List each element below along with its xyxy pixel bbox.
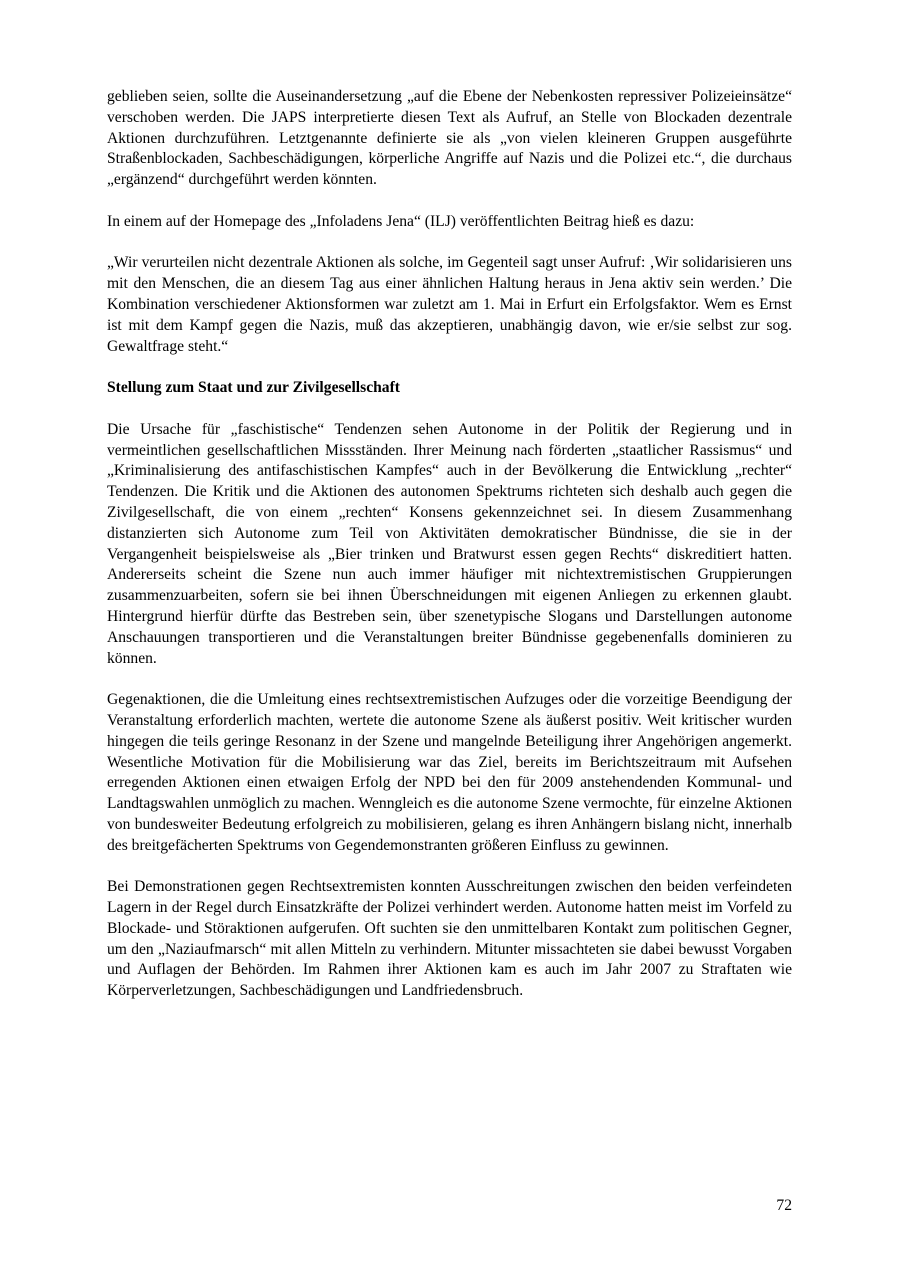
- paragraph-spacer: [107, 669, 792, 690]
- page-body: [107, 87, 792, 1002]
- paragraph-spacer: [107, 856, 792, 877]
- paragraph-quote: „Wir verurteilen nicht dezentrale Aktionen als solche, im Gegenteil sagt unser Aufruf: ‚Wir solidarisieren uns mit den Menschen, die an diesem Tag aus einer ähnlichen Haltung heraus in Jena aktiv sein werden.’ Die Kombination verschiedener Aktionsformen war zuletzt am 1. Mai in Erfurt ein Erfolgsfaktor. Wem es Ernst ist mit dem Kampf gegen die Nazis, muß das akzeptieren, unabhängig davon, wie er/sie selbst zur sog. Gewaltfrage steht.“: [107, 254, 792, 355]
- section-heading: Stellung zum Staat und zur Zivilgesellschaft: [107, 379, 400, 397]
- page-number: 72: [776, 1197, 792, 1214]
- paragraph-demonstrations: Bei Demonstrationen gegen Rechtsextremisten konnten Ausschreitungen zwischen den beiden verfeindeten Lagern in der Regel durch Einsatzkräfte der Polizei verhindert werden. Autonome hatten meist im Vorfeld zu Blockade- und Störaktionen aufgerufen. Oft suchten sie den unmittelbaren Kontakt zum politischen Gegner, um den „Naziaufmarsch“ mit allen Mitteln zu verhindern. Mitunter missachteten sie dabei bewusst Vorgaben und Auflagen der Behörden. Im Rahmen ihrer Aktionen kam es auch im Jahr 2007 zu Straftaten wie Körperverletzungen, Sachbeschädigungen und Landfriedensbruch.: [107, 878, 792, 1000]
- paragraph-spacer: [107, 357, 792, 378]
- paragraph-spacer: [107, 191, 792, 212]
- paragraph-spacer: [107, 233, 792, 254]
- paragraph-spacer: [107, 399, 792, 420]
- paragraph-ilj-intro: In einem auf der Homepage des „Infoladens Jena“ (ILJ) veröffentlichten Beitrag hieß es dazu:: [107, 212, 695, 230]
- paragraph-continued: geblieben seien, sollte die Auseinandersetzung „auf die Ebene der Nebenkosten repressiver Polizeieinsätze“ verschoben werden. Die JAPS interpretierte diesen Text als Aufruf, an Stelle von Blockaden dezentrale Aktionen durchzuführen. Letztgenannte definierte sie als „von vielen kleineren Gruppen ausgeführte Straßenblockaden, Sachbeschädigungen, körperliche Angriffe auf Nazis und die Polizei etc.“, die durchaus „ergänzend“ durchgeführt werden könnten.: [107, 88, 792, 189]
- paragraph-causes: Die Ursache für „faschistische“ Tendenzen sehen Autonome in der Politik der Regierung und in vermeintlichen gesellschaftlichen Missständen. Ihrer Meinung nach förderten „staatlicher Rassismus“ und „Kriminalisierung des antifaschistischen Kampfes“ auch in der Bevölkerung die Entwicklung „rechter“ Tendenzen. Die Kritik und die Aktionen des autonomen Spektrums richteten sich deshalb auch gegen die Zivilgesellschaft, die von einem „rechten“ Konsens gekennzeichnet sei. In diesem Zusammenhang distanzierten sich Autonome zum Teil von Aktivitäten demokratischer Bündnisse, die sie in der Vergangenheit beispielsweise als „Bier trinken und Bratwurst essen gegen Rechts“ diskreditiert hatten. Andererseits scheint die Szene nun auch immer häufiger mit nichtextremistischen Gruppierungen zusammenzuarbeiten, sofern sie bei ihnen Überschneidungen mit eigenen Anliegen zu erkennen glaubt. Hintergrund hierfür dürfte das Bestreben sein, über szenetypische Slogans und Darstellungen autonome Anschauungen transportieren und die Veranstaltungen breiter Bündnisse gegebenenfalls dominieren zu können.: [107, 420, 792, 667]
- paragraph-counteractions: Gegenaktionen, die die Umleitung eines rechtsextremistischen Aufzuges oder die vorzeitige Beendigung der Veranstaltung erforderlich machten, wertete die autonome Szene als äußerst positiv. Weit kritischer wurden hingegen die teils geringe Resonanz in der Szene und mangelnde Beteiligung ihrer Angehörigen angemerkt. Wesentliche Motivation für die Mobilisierung war das Ziel, bereits im Berichtszeitraum mit Aufsehen erregenden Aktionen einen etwaigen Erfolg der NPD bei den für 2009 anstehendenden Kommunal- und Landtagswahlen unmöglich zu machen. Wenngleich es die autonome Szene vermochte, für einzelne Aktionen von bundesweiter Bedeutung erfolgreich zu mobilisieren, gelang es ihren Anhängern bislang nicht, innerhalb des breitgefächerten Spektrums von Gegendemonstranten größeren Einfluss zu gewinnen.: [107, 691, 792, 854]
